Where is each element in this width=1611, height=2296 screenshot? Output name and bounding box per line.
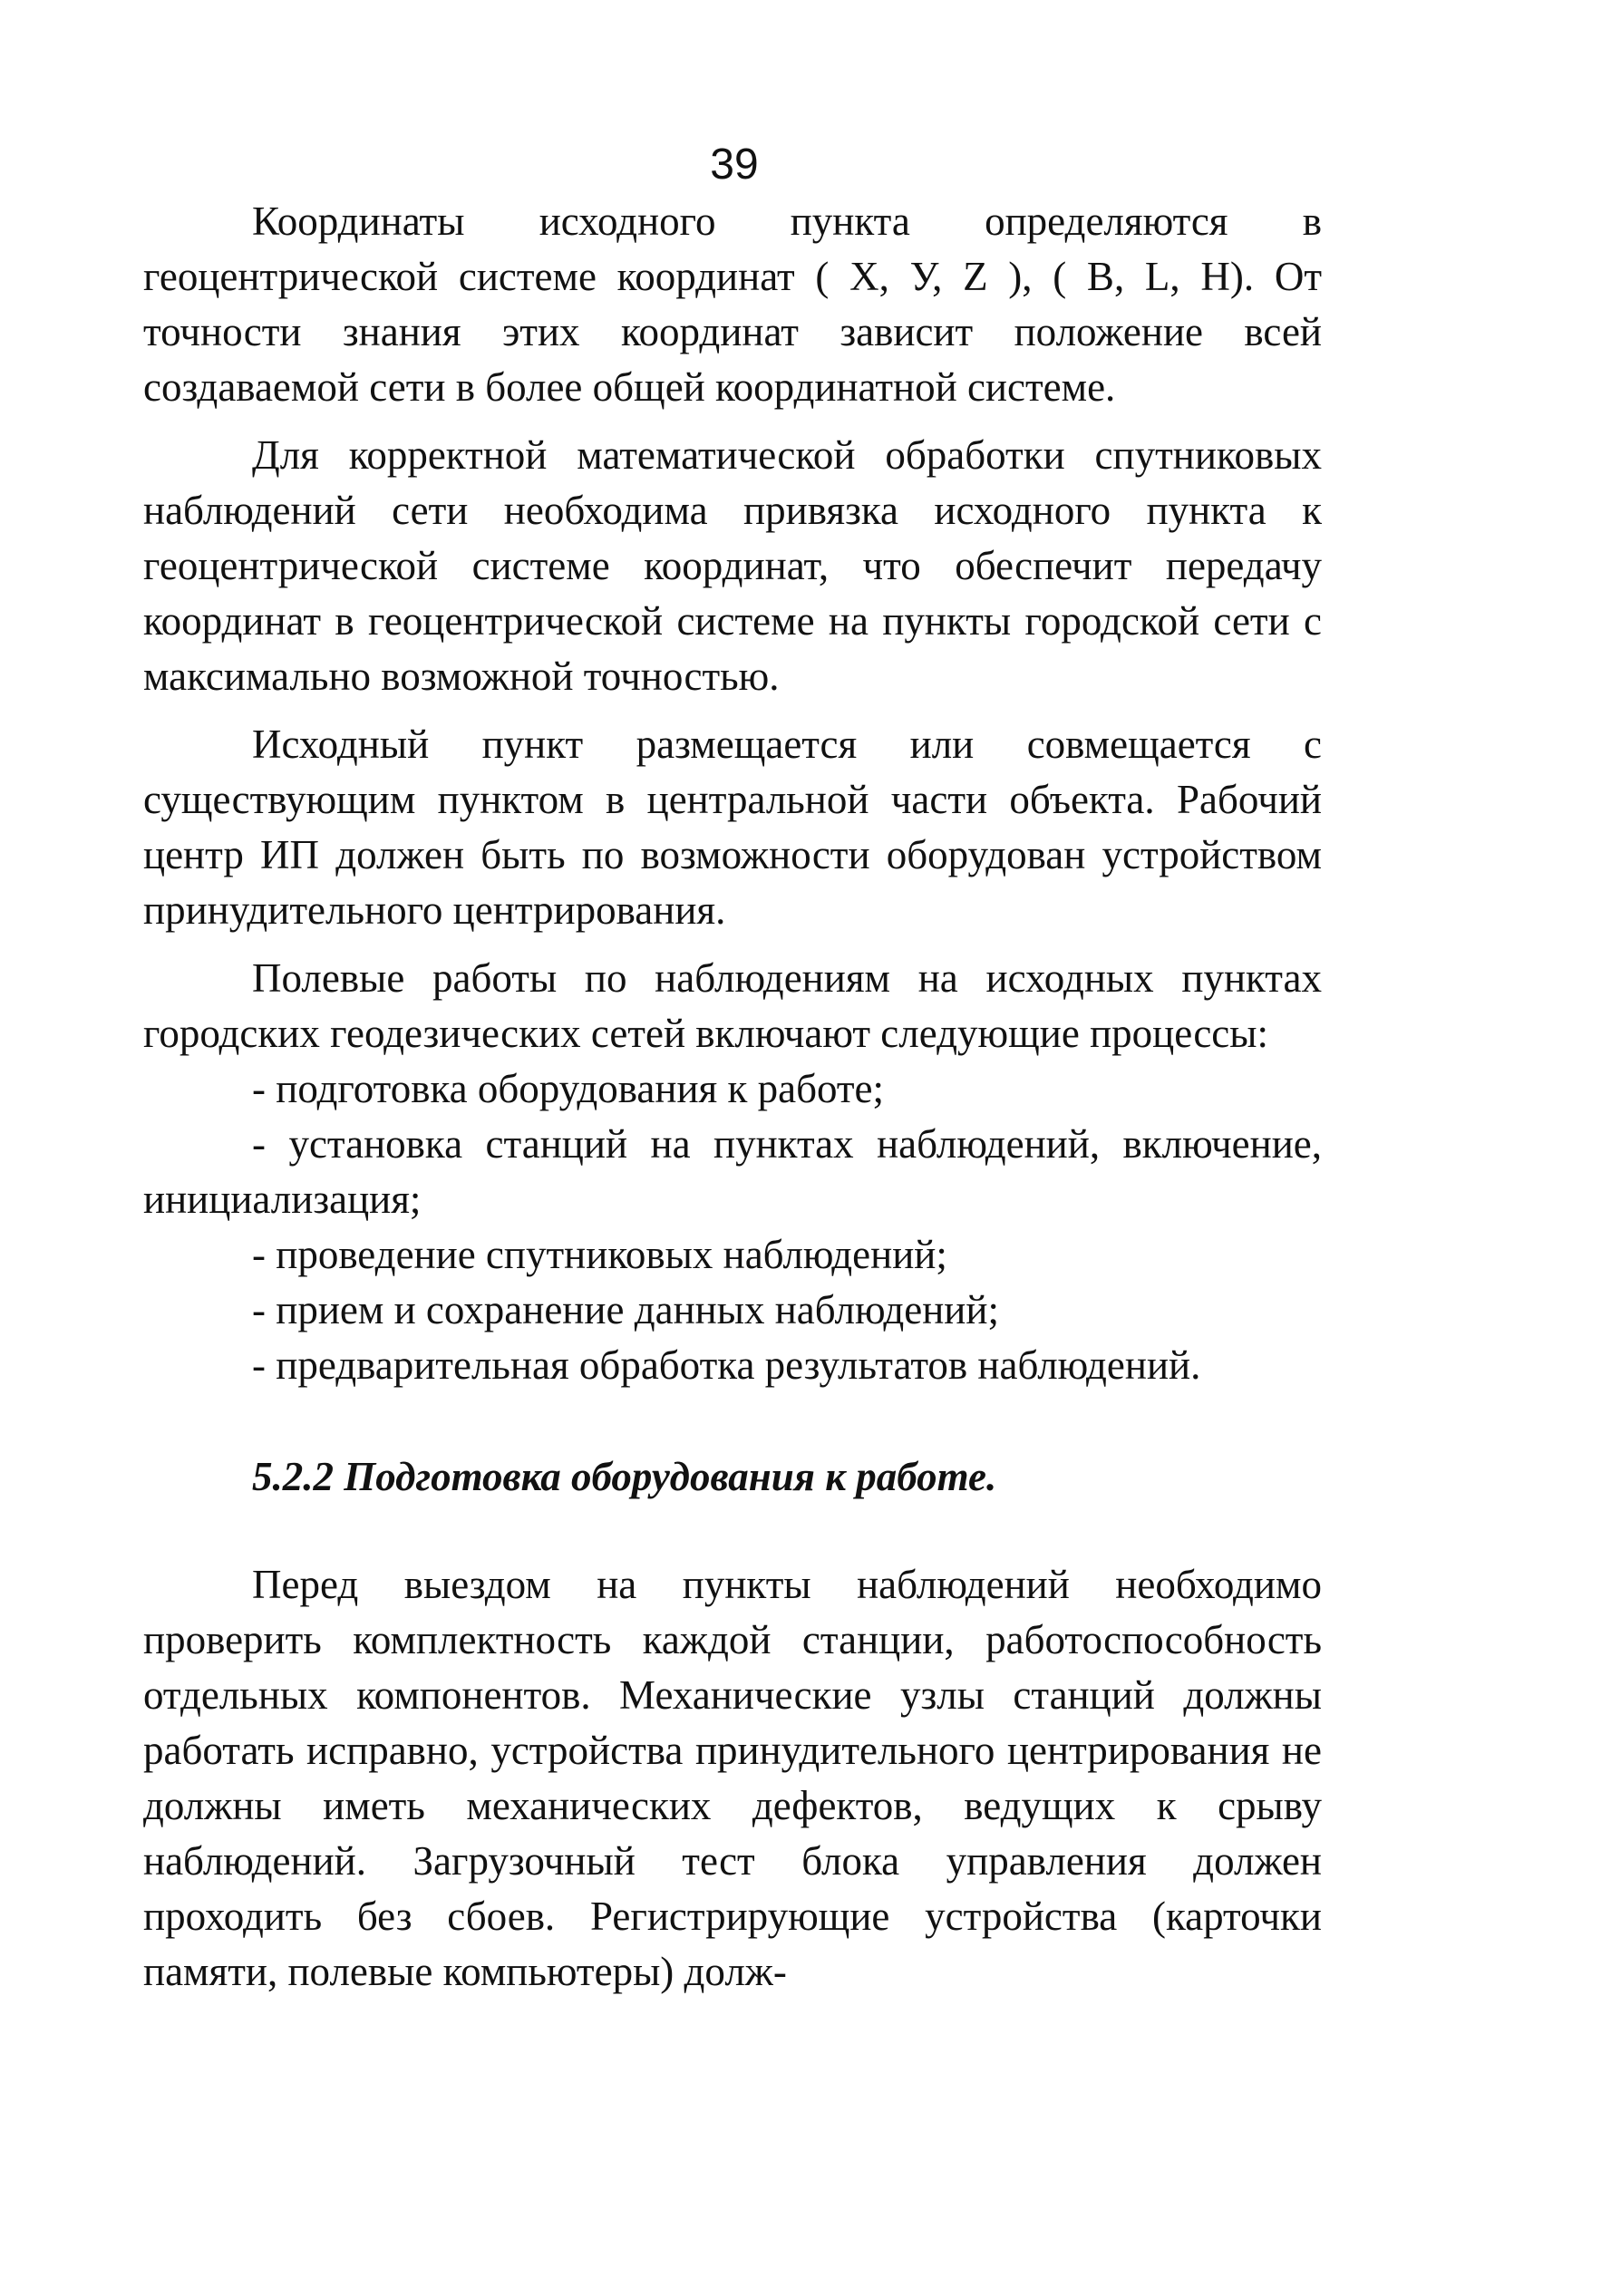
list-item: - подготовка оборудования к работе; (252, 1066, 885, 1111)
page-body (143, 194, 1322, 2012)
list-item: - предварительная обработка результатов наблюдений. (252, 1342, 1201, 1388)
paragraph-geocentric-binding: Для корректной математической обработки спутниковых наблюдений сети необходима привязка исходного пункта к геоцентрической системе координат, что обеспечит передачу координат в геоцентрической системе на пункты городской сети с максимально возможной точностью. (143, 432, 1322, 699)
page-number: 39 (710, 140, 759, 189)
paragraph-source-point-coordinates: Координаты исходного пункта определяются в геоцентрической системе координат ( Х, У, Z ), ( В, L, Н). От точности знания этих координат зависит положение всей создаваемой сети в более общей координатной системе. (143, 199, 1322, 410)
list-item: - прием и сохранение данных наблюдений; (252, 1287, 999, 1332)
paragraph-equipment-check: Перед выездом на пункты наблюдений необходимо проверить комплектность каждой станции, работоспособность отдельных компонентов. Механические узлы станций должны работать исправно, устройства принудительного центрирования не должны иметь механических дефектов, ведущих к срыву наблюдений. Загрузочный тест блока управления должен проходить без сбоев. Регистрирующие устройства (карточки памяти, полевые компьютеры) долж- (143, 1562, 1322, 1994)
list-item: - установка станций на пунктах наблюдений, включение, инициализация; (143, 1121, 1322, 1222)
section-heading: 5.2.2 Подготовка оборудования к работе. (252, 1454, 997, 1499)
list-item: - проведение спутниковых наблюдений; (252, 1232, 947, 1277)
paragraph-source-point-placement: Исходный пункт размещается или совмещается с существующим пунктом в центральной части объекта. Рабочий центр ИП должен быть по возможности оборудован устройством принудительного центрирования. (143, 722, 1322, 933)
process-list (143, 1061, 1322, 1393)
paragraph-field-work-intro: Полевые работы по наблюдениям на исходных пунктах городских геодезических сетей включают следующие процессы: (143, 955, 1322, 1056)
